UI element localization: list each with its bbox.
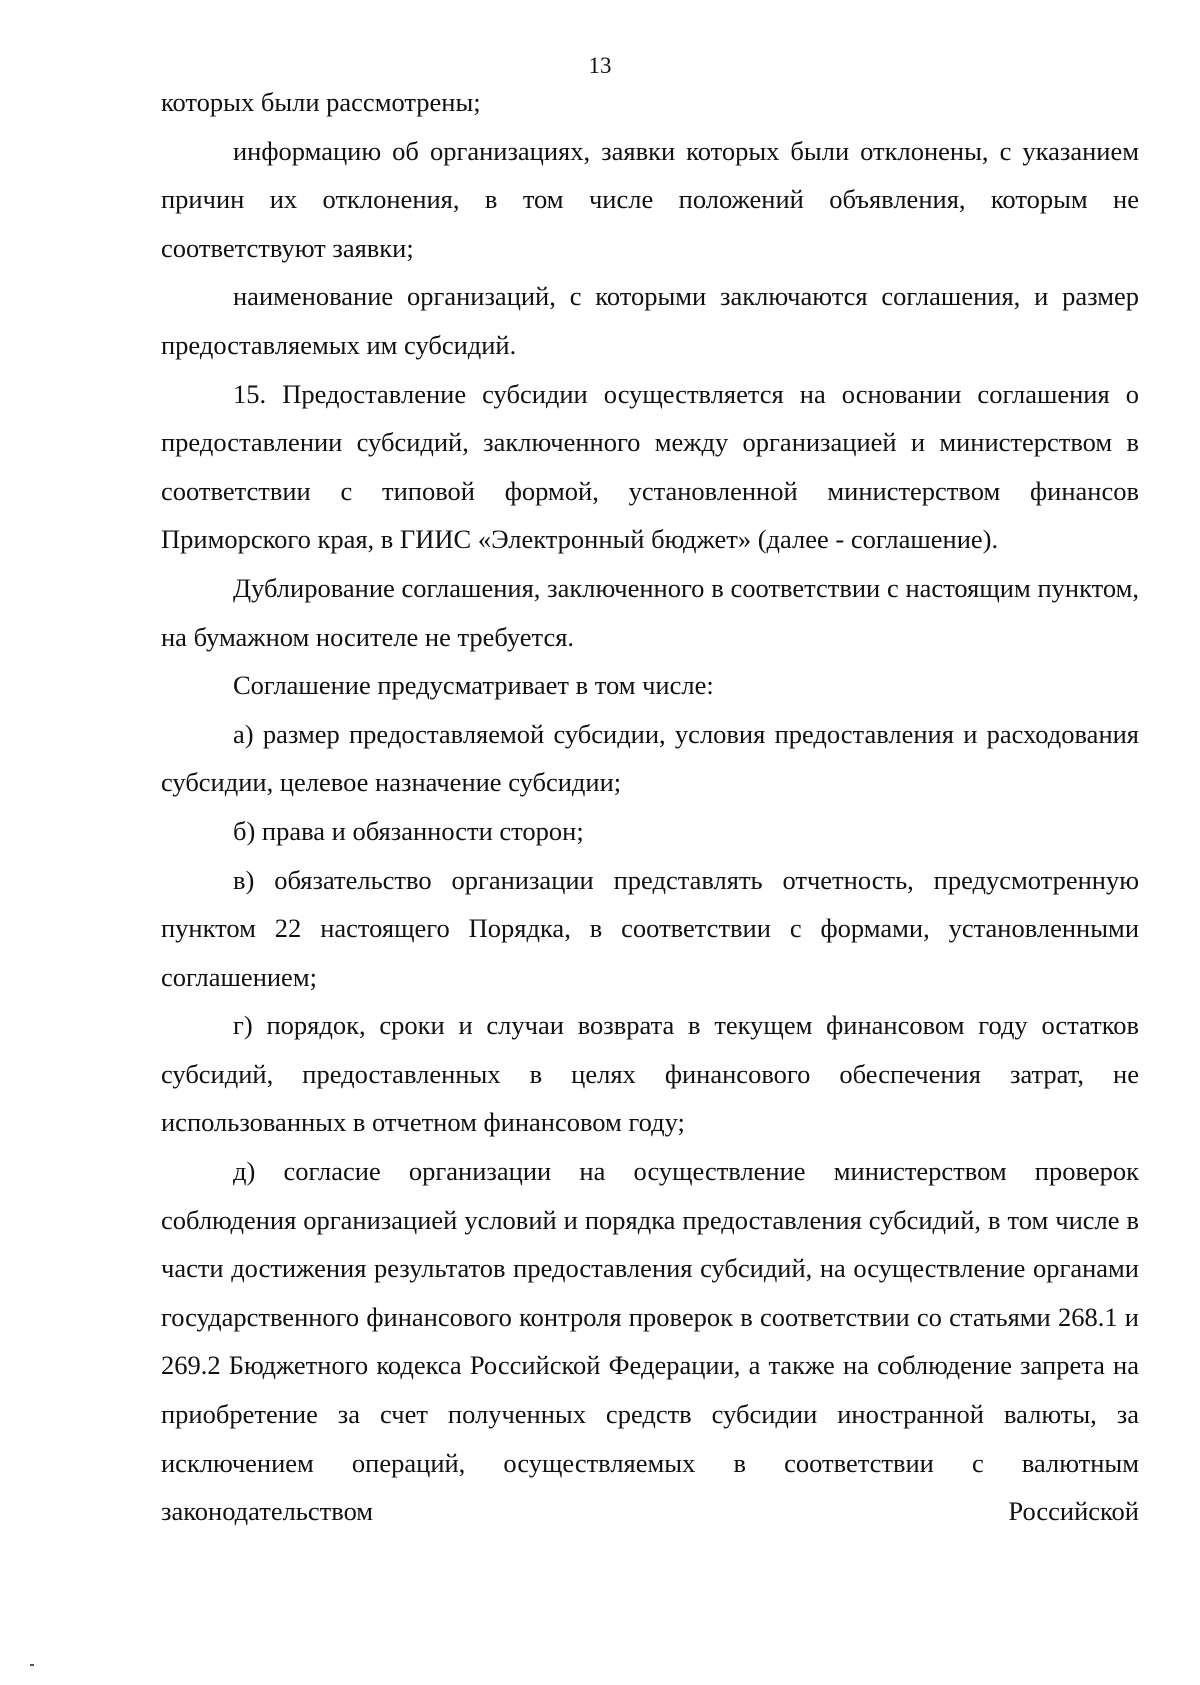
paragraph: Дублирование соглашения, заключенного в соответствии с настоящим пунктом, на бумажном носителе не требуется. [161,572,1139,652]
paragraph: Соглашение предусматривает в том числе: [233,670,714,701]
paragraph: которых были рассмотрены; [161,87,481,117]
paragraph: в) обязательство организации представлять отчетность, предусмотренную пунктом 22 настоящего Порядка, в соответствии с формами, установленными соглашением; [161,864,1139,992]
paragraph: а) размер предоставляемой субсидии, условия предоставления и расходования субсидии, целевое назначение субсидии; [161,718,1139,798]
scan-artifact [30,1664,34,1666]
paragraph: информацию об организациях, заявки которых были отклонены, с указанием причин их отклонения, в том числе положений объявления, которым не соответствуют заявки; [161,135,1139,263]
document-body [161,78,1139,1536]
paragraph: наименование организаций, с которыми заключаются соглашения, и размер предоставляемых им субсидий. [161,281,1139,360]
paragraph: д) согласие организации на осуществление министерством проверок соблюдения организацией условий и порядка предоставления субсидий, в том числе в части достижения результатов предоставления субсидий, на осуществление органами государственного финансового контроля проверок в соответствии со статьями 268.1 и 269.2 Бюджетного кодекса Российской Федерации, а также на соблюдение запрета на приобретение за счет полученных средств субсидии иностранной валюты, за исключением операций, осуществляемых в соответствии с валютным законодательством Российской [161,1156,1139,1527]
paragraph: 15. Предоставление субсидии осуществляется на основании соглашения о предоставлении субсидий, заключенного между организацией и министерством в соответствии с типовой формой, установленной министерством финансов Приморского края, в ГИИС «Электронный бюджет» (далее - соглашение). [161,378,1139,555]
paragraph: б) права и обязанности сторон; [233,815,584,846]
paragraph: г) порядок, сроки и случаи возврата в текущем финансовом году остатков субсидий, предоставленных в целях финансового обеспечения затрат, не использованных в отчетном финансовом году; [161,1010,1139,1138]
page-number: 13 [588,53,612,78]
